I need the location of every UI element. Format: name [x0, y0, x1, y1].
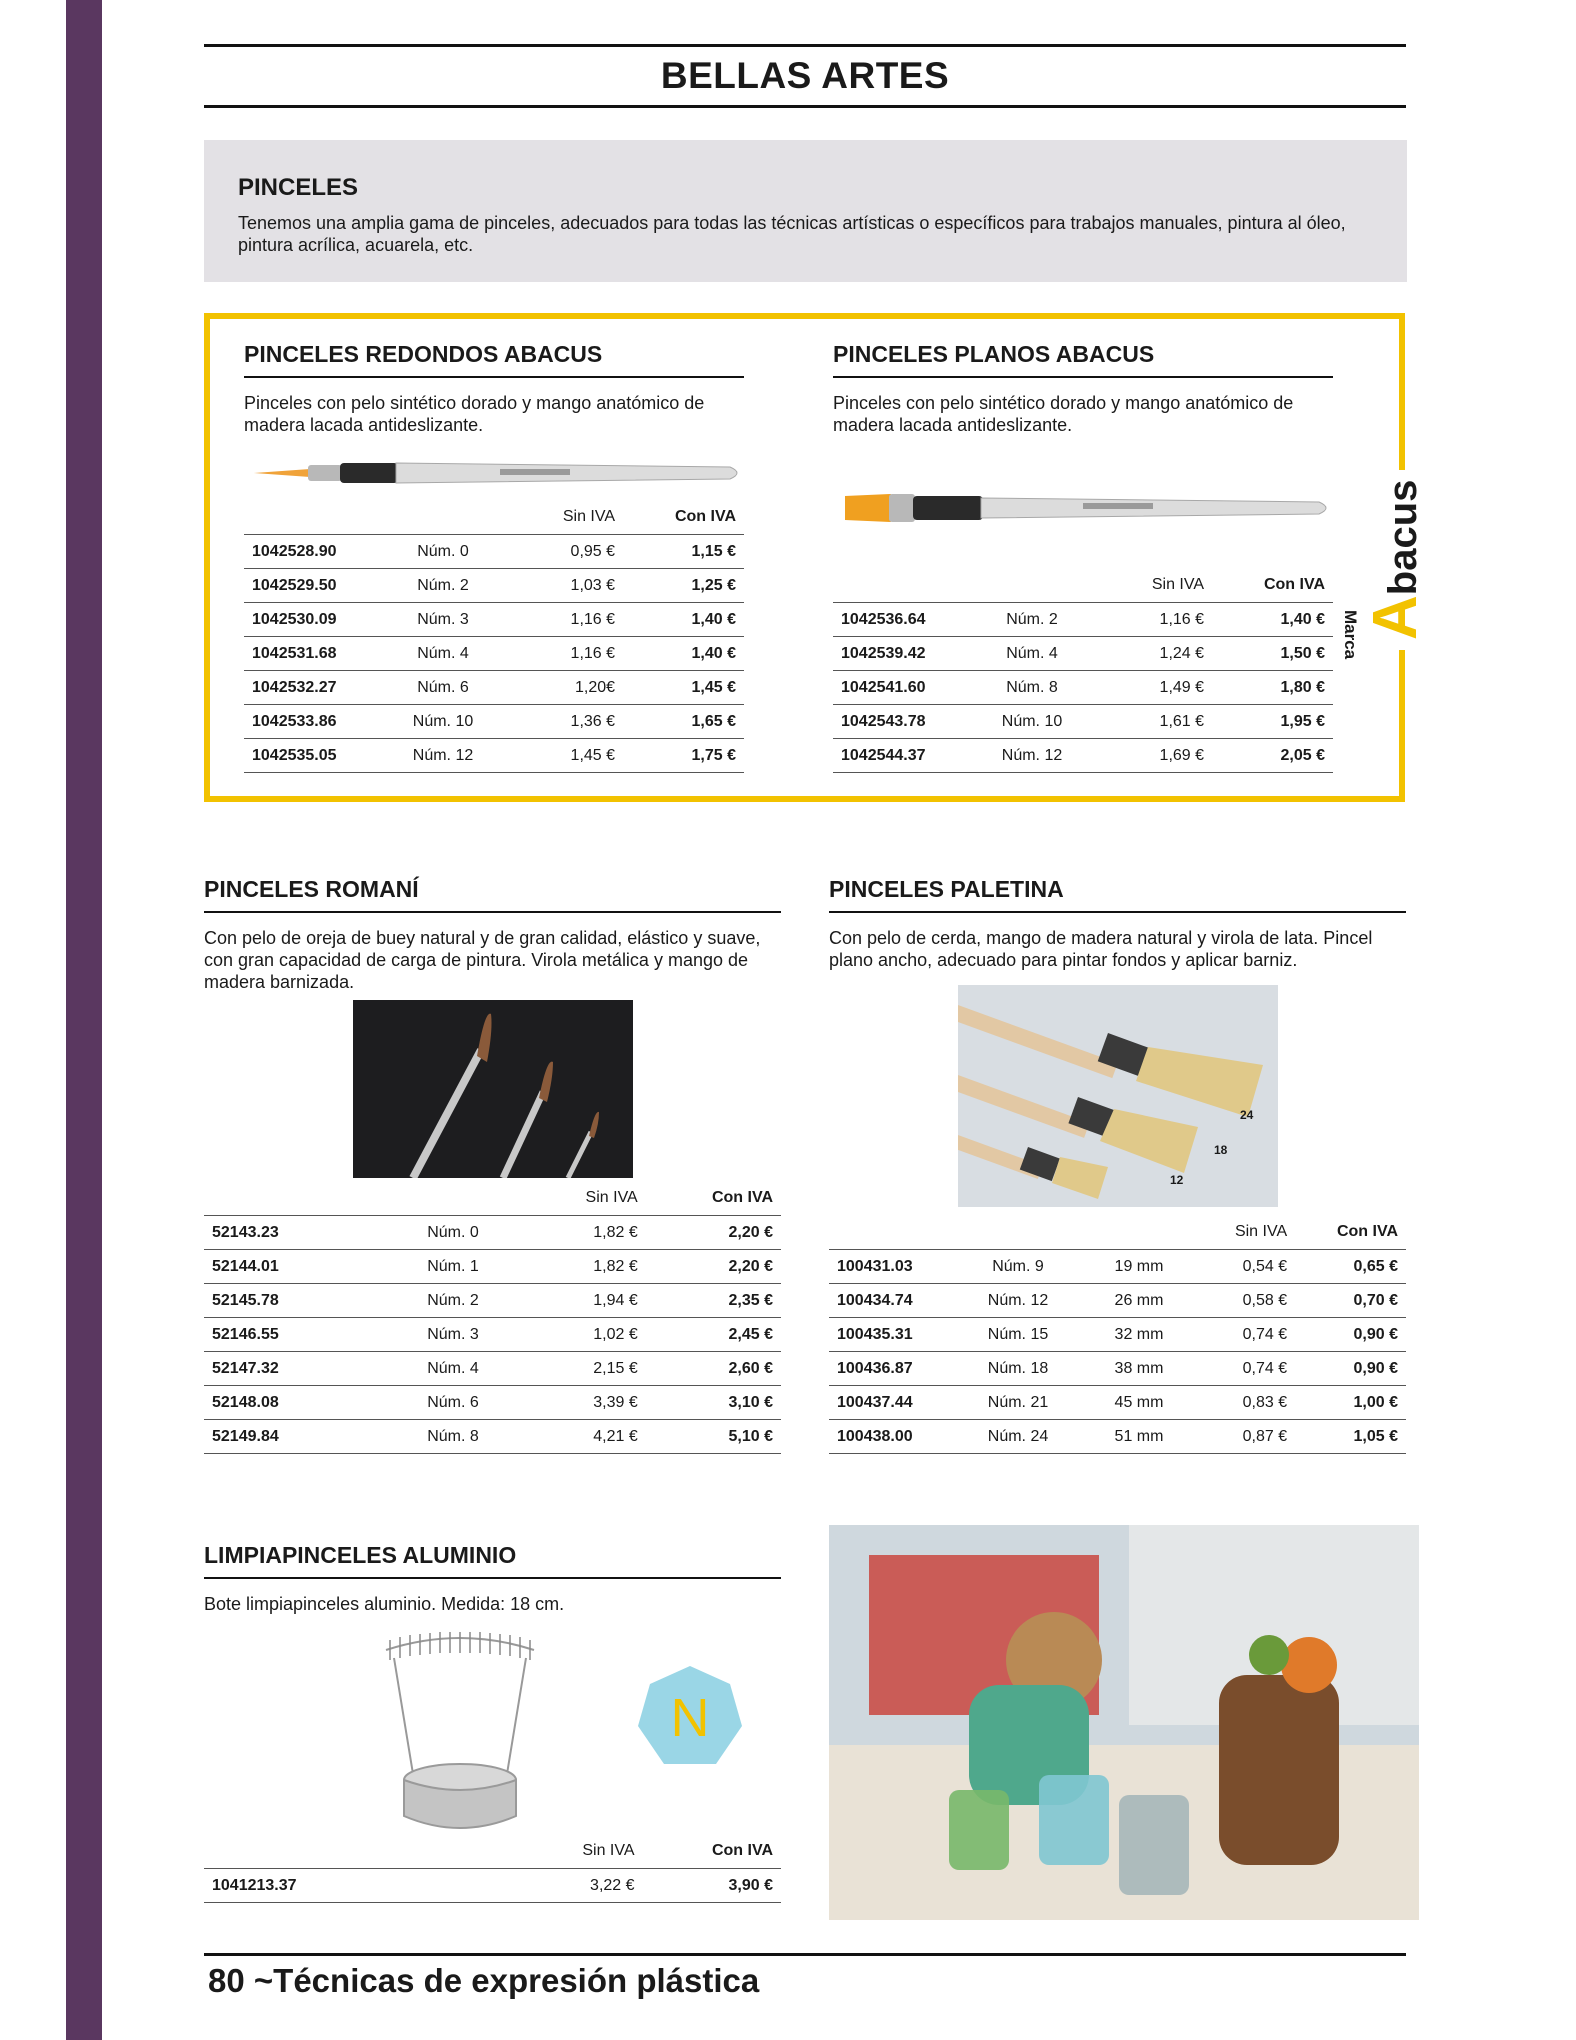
size: Núm. 12: [370, 739, 516, 773]
price-sin: 4,21 €: [526, 1420, 646, 1454]
col-sin-iva: Sin IVA: [1234, 1223, 1288, 1240]
price-sin: 1,94 €: [526, 1284, 646, 1318]
code: 52143.23: [204, 1216, 380, 1250]
width-mm: 19 mm: [1081, 1250, 1197, 1284]
brand-initial: A: [1361, 595, 1430, 640]
code: 100436.87: [829, 1352, 955, 1386]
code: 100431.03: [829, 1250, 955, 1284]
size: Núm. 10: [370, 705, 516, 739]
new-badge: [636, 1664, 744, 1772]
price-con: 3,90 €: [643, 1869, 781, 1903]
section-desc: Con pelo de oreja de buey natural y de gran calidad, elástico y suave, con gran capacidad de carga de pintura. Virola metálica y mango de madera barnizada.: [204, 928, 761, 992]
size: Núm. 12: [959, 739, 1105, 773]
price-con: 1,15 €: [623, 535, 744, 569]
price-sin: 1,16 €: [516, 637, 623, 671]
round-brush-image: [250, 455, 744, 491]
col-sin-iva: Sin IVA: [562, 508, 616, 525]
size: Núm. 4: [380, 1352, 526, 1386]
size: Núm. 4: [959, 637, 1105, 671]
paletina-photo: [958, 985, 1278, 1207]
code: 1042531.68: [244, 637, 370, 671]
code: 1042528.90: [244, 535, 370, 569]
page-number: 80: [208, 1962, 245, 1999]
code: 52146.55: [204, 1318, 380, 1352]
section-title: PINCELES ROMANÍ: [204, 875, 781, 913]
price-con: 0,65 €: [1295, 1250, 1406, 1284]
planos-table: [833, 568, 1333, 773]
table-row: [833, 705, 1333, 739]
price-sin: 1,49 €: [1105, 671, 1212, 705]
brand-name: bacus: [1381, 479, 1425, 596]
price-con: 1,00 €: [1295, 1386, 1406, 1420]
price-sin: 1,02 €: [526, 1318, 646, 1352]
size: Núm. 3: [380, 1318, 526, 1352]
size: Núm. 0: [380, 1216, 526, 1250]
romani-brushes-photo: [353, 1000, 633, 1178]
section-desc: Pinceles con pelo sintético dorado y mango anatómico de madera lacada antideslizante.: [833, 393, 1294, 435]
section-title: PINCELES REDONDOS ABACUS: [244, 340, 744, 378]
size: Núm. 1: [380, 1250, 526, 1284]
intro-box: [204, 140, 1407, 282]
price-con: 5,10 €: [646, 1420, 781, 1454]
size: Núm. 8: [959, 671, 1105, 705]
table-row: [204, 1284, 781, 1318]
footer-separator: ~: [253, 1962, 274, 1999]
code: 1042541.60: [833, 671, 959, 705]
price-sin: 0,83 €: [1197, 1386, 1295, 1420]
price-sin: 3,22 €: [520, 1869, 643, 1903]
size: Núm. 18: [955, 1352, 1081, 1386]
code: 100434.74: [829, 1284, 955, 1318]
code: 1042543.78: [833, 705, 959, 739]
image-label: 18: [1214, 1143, 1228, 1157]
price-con: 3,10 €: [646, 1386, 781, 1420]
size: Núm. 10: [959, 705, 1105, 739]
footer-rule: [204, 1953, 1406, 1956]
table-row: [244, 603, 744, 637]
width-mm: 45 mm: [1081, 1386, 1197, 1420]
table-row: [204, 1869, 781, 1903]
code: 1042539.42: [833, 637, 959, 671]
price-sin: 1,61 €: [1105, 705, 1212, 739]
section-desc: Bote limpiapinceles aluminio. Medida: 18 cm.: [204, 1594, 565, 1614]
size: Núm. 6: [370, 671, 516, 705]
size: Núm. 9: [955, 1250, 1081, 1284]
code: 52148.08: [204, 1386, 380, 1420]
paletina-table: [829, 1215, 1406, 1454]
size: Núm. 2: [959, 603, 1105, 637]
price-sin: 0,54 €: [1197, 1250, 1295, 1284]
price-sin: 1,16 €: [1105, 603, 1212, 637]
section-title: PINCELES PALETINA: [829, 875, 1406, 913]
size: Núm. 12: [955, 1284, 1081, 1318]
code: 52145.78: [204, 1284, 380, 1318]
price-con: 1,05 €: [1295, 1420, 1406, 1454]
table-row: [833, 739, 1333, 773]
code: 1042533.86: [244, 705, 370, 739]
badge-letter: N: [670, 1688, 710, 1748]
col-sin-iva: Sin IVA: [582, 1842, 635, 1859]
code: 100437.44: [829, 1386, 955, 1420]
table-row: [829, 1250, 1406, 1284]
flat-brush-image: [843, 488, 1333, 528]
table-row: [244, 569, 744, 603]
width-mm: 38 mm: [1081, 1352, 1197, 1386]
image-label: 12: [1170, 1173, 1184, 1187]
side-color-bar: [66, 0, 102, 2040]
table-row: [204, 1318, 781, 1352]
code: 100435.31: [829, 1318, 955, 1352]
price-sin: 0,74 €: [1197, 1318, 1295, 1352]
price-con: 0,70 €: [1295, 1284, 1406, 1318]
image-label: 24: [1240, 1108, 1254, 1122]
price-con: 1,45 €: [623, 671, 744, 705]
price-sin: 1,69 €: [1105, 739, 1212, 773]
price-con: 1,80 €: [1212, 671, 1333, 705]
section-romani: [204, 875, 781, 993]
price-con: 1,50 €: [1212, 637, 1333, 671]
size: Núm. 15: [955, 1318, 1081, 1352]
table-row: [204, 1352, 781, 1386]
section-redondos: [244, 340, 744, 436]
size: Núm. 2: [380, 1284, 526, 1318]
code: 52144.01: [204, 1250, 380, 1284]
brand-logo: [1360, 480, 1431, 640]
code: 1042544.37: [833, 739, 959, 773]
col-con-iva: Con IVA: [711, 1189, 773, 1206]
price-con: 2,20 €: [646, 1216, 781, 1250]
table-row: [204, 1386, 781, 1420]
code: 100438.00: [829, 1420, 955, 1454]
limpia-table: [204, 1834, 781, 1903]
price-sin: 1,16 €: [516, 603, 623, 637]
price-con: 1,40 €: [623, 603, 744, 637]
code: 1042530.09: [244, 603, 370, 637]
width-mm: 32 mm: [1081, 1318, 1197, 1352]
price-sin: 1,82 €: [526, 1216, 646, 1250]
section-paletina: [829, 875, 1406, 971]
table-row: [829, 1352, 1406, 1386]
brush-cleaner-image: [380, 1630, 540, 1850]
size: Núm. 2: [370, 569, 516, 603]
price-sin: 1,20€: [516, 671, 623, 705]
size: Núm. 21: [955, 1386, 1081, 1420]
col-con-iva: Con IVA: [1263, 576, 1325, 593]
table-row: [833, 603, 1333, 637]
table-row: [829, 1318, 1406, 1352]
code: 1041213.37: [204, 1869, 520, 1903]
size: Núm. 24: [955, 1420, 1081, 1454]
section-desc: Con pelo de cerda, mango de madera natural y virola de lata. Pincel plano ancho, adecuado para pintar fondos y aplicar barniz.: [829, 928, 1373, 970]
width-mm: 26 mm: [1081, 1284, 1197, 1318]
price-con: 0,90 €: [1295, 1352, 1406, 1386]
size: Núm. 3: [370, 603, 516, 637]
section-title: PINCELES PLANOS ABACUS: [833, 340, 1333, 378]
redondos-table: [244, 500, 744, 773]
col-sin-iva: Sin IVA: [585, 1189, 638, 1206]
price-sin: 1,36 €: [516, 705, 623, 739]
price-con: 1,25 €: [623, 569, 744, 603]
price-sin: 3,39 €: [526, 1386, 646, 1420]
price-sin: 0,74 €: [1197, 1352, 1295, 1386]
code: 52149.84: [204, 1420, 380, 1454]
width-mm: 51 mm: [1081, 1420, 1197, 1454]
table-row: [244, 535, 744, 569]
table-row: [204, 1250, 781, 1284]
child-painting-photo: [829, 1525, 1419, 1920]
table-row: [244, 637, 744, 671]
table-row: [829, 1386, 1406, 1420]
code: 1042532.27: [244, 671, 370, 705]
price-con: 2,60 €: [646, 1352, 781, 1386]
page-title: BELLAS ARTES: [660, 55, 950, 96]
code: 1042536.64: [833, 603, 959, 637]
section-name: Técnicas de expresión plástica: [273, 1962, 760, 1999]
col-sin-iva: Sin IVA: [1151, 576, 1205, 593]
price-sin: 0,87 €: [1197, 1420, 1295, 1454]
price-sin: 1,03 €: [516, 569, 623, 603]
intro-title: PINCELES: [238, 174, 359, 201]
price-con: 1,75 €: [623, 739, 744, 773]
table-row: [833, 637, 1333, 671]
price-con: 1,95 €: [1212, 705, 1333, 739]
price-sin: 1,45 €: [516, 739, 623, 773]
col-con-iva: Con IVA: [1336, 1223, 1398, 1240]
intro-text: Tenemos una amplia gama de pinceles, adecuados para todas las técnicas artísticas o específicos para trabajos manuales, pintura al óleo, pintura acrílica, acuarela, etc.: [238, 213, 1346, 255]
col-con-iva: Con IVA: [711, 1842, 773, 1859]
price-con: 1,40 €: [1212, 603, 1333, 637]
section-desc: Pinceles con pelo sintético dorado y mango anatómico de madera lacada antideslizante.: [244, 393, 705, 435]
col-con-iva: Con IVA: [674, 508, 736, 525]
price-con: 1,65 €: [623, 705, 744, 739]
page-header: [204, 44, 1406, 108]
paletina-brushes-drawing: [958, 985, 1278, 1207]
size: Núm. 8: [380, 1420, 526, 1454]
price-sin: 2,15 €: [526, 1352, 646, 1386]
size: Núm. 4: [370, 637, 516, 671]
table-row: [244, 739, 744, 773]
section-title: LIMPIAPINCELES ALUMINIO: [204, 1541, 781, 1579]
price-con: 2,20 €: [646, 1250, 781, 1284]
brand-sub: Marca: [1341, 610, 1360, 660]
table-row: [829, 1284, 1406, 1318]
table-row: [204, 1216, 781, 1250]
section-limpiapinceles: [204, 1541, 781, 1615]
price-sin: 1,24 €: [1105, 637, 1212, 671]
price-con: 0,90 €: [1295, 1318, 1406, 1352]
table-row: [244, 705, 744, 739]
table-row: [244, 671, 744, 705]
romani-table: [204, 1181, 781, 1454]
table-row: [829, 1420, 1406, 1454]
price-sin: 0,95 €: [516, 535, 623, 569]
price-con: 2,35 €: [646, 1284, 781, 1318]
price-con: 2,05 €: [1212, 739, 1333, 773]
code: 1042535.05: [244, 739, 370, 773]
size: Núm. 0: [370, 535, 516, 569]
size: Núm. 6: [380, 1386, 526, 1420]
table-row: [204, 1420, 781, 1454]
price-con: 1,40 €: [623, 637, 744, 671]
price-sin: 0,58 €: [1197, 1284, 1295, 1318]
code: 52147.32: [204, 1352, 380, 1386]
price-con: 2,45 €: [646, 1318, 781, 1352]
page-footer: [208, 1962, 759, 2000]
table-row: [833, 671, 1333, 705]
section-planos: [833, 340, 1333, 436]
code: 1042529.50: [244, 569, 370, 603]
price-sin: 1,82 €: [526, 1250, 646, 1284]
